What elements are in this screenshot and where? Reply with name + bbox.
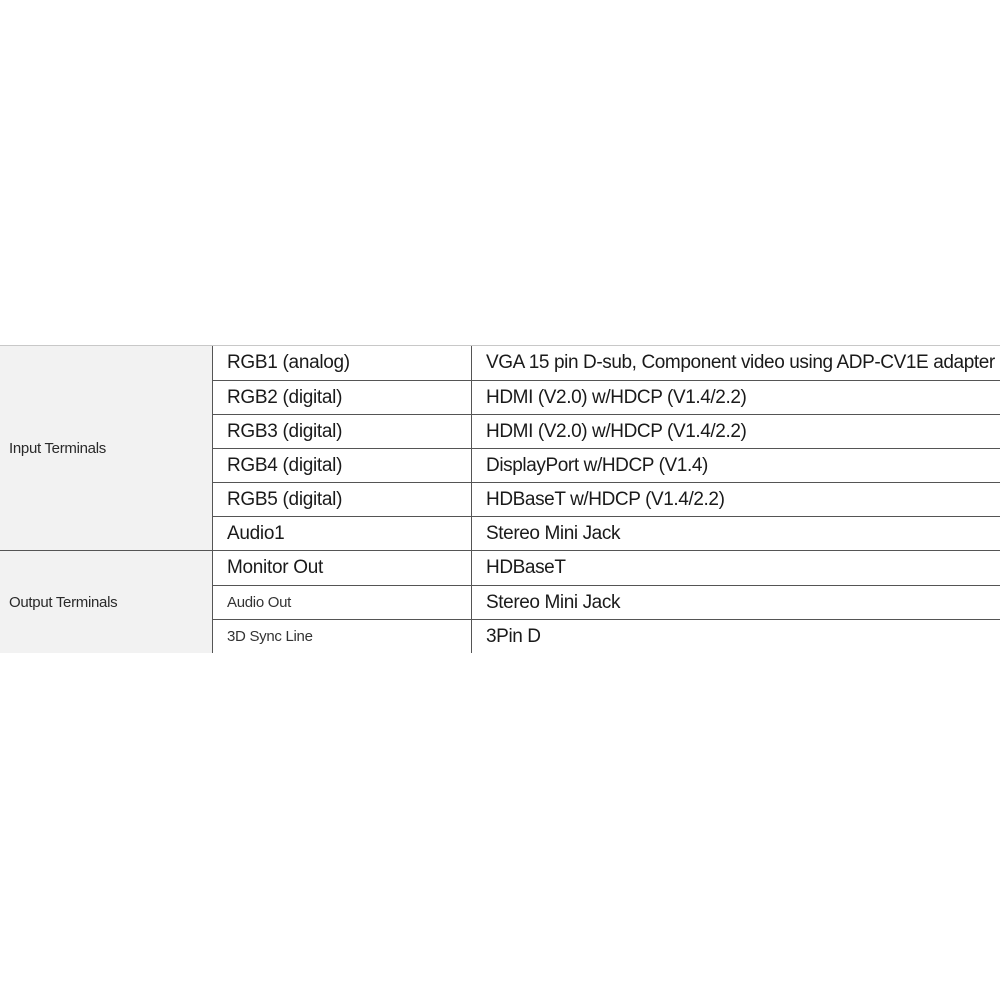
input-terminals-rows (212, 346, 1000, 550)
table-row (212, 448, 1000, 482)
input-terminals-group (0, 345, 1000, 550)
terminal-spec: HDMI (V2.0) w/HDCP (V1.4/2.2) (471, 415, 1000, 448)
terminal-name: RGB5 (digital) (212, 483, 471, 516)
terminal-spec: HDMI (V2.0) w/HDCP (V1.4/2.2) (471, 381, 1000, 414)
table-row (212, 585, 1000, 619)
terminal-spec: 3Pin D (471, 620, 1000, 653)
terminal-spec: Stereo Mini Jack (471, 586, 1000, 619)
group-label-output-terminals: Output Terminals (0, 551, 212, 653)
table-row (212, 414, 1000, 448)
output-terminals-rows (212, 551, 1000, 653)
terminal-name: Audio1 (212, 517, 471, 550)
spec-table (0, 345, 1000, 653)
terminal-spec: VGA 15 pin D-sub, Component video using ADP-CV1E adapter (471, 346, 1000, 380)
terminal-name: Monitor Out (212, 551, 471, 585)
table-row (212, 346, 1000, 380)
terminal-name: 3D Sync Line (212, 620, 471, 653)
terminal-spec: HDBaseT (471, 551, 1000, 585)
terminal-name: RGB3 (digital) (212, 415, 471, 448)
output-terminals-group (0, 550, 1000, 653)
terminal-name: Audio Out (212, 586, 471, 619)
table-row (212, 619, 1000, 653)
table-row (212, 482, 1000, 516)
terminal-name: RGB4 (digital) (212, 449, 471, 482)
group-label-input-terminals: Input Terminals (0, 346, 212, 550)
table-row (212, 380, 1000, 414)
terminal-spec: HDBaseT w/HDCP (V1.4/2.2) (471, 483, 1000, 516)
table-row (212, 551, 1000, 585)
terminal-spec: DisplayPort w/HDCP (V1.4) (471, 449, 1000, 482)
table-row (212, 516, 1000, 550)
terminal-name: RGB1 (analog) (212, 346, 471, 380)
terminal-spec: Stereo Mini Jack (471, 517, 1000, 550)
terminal-name: RGB2 (digital) (212, 381, 471, 414)
